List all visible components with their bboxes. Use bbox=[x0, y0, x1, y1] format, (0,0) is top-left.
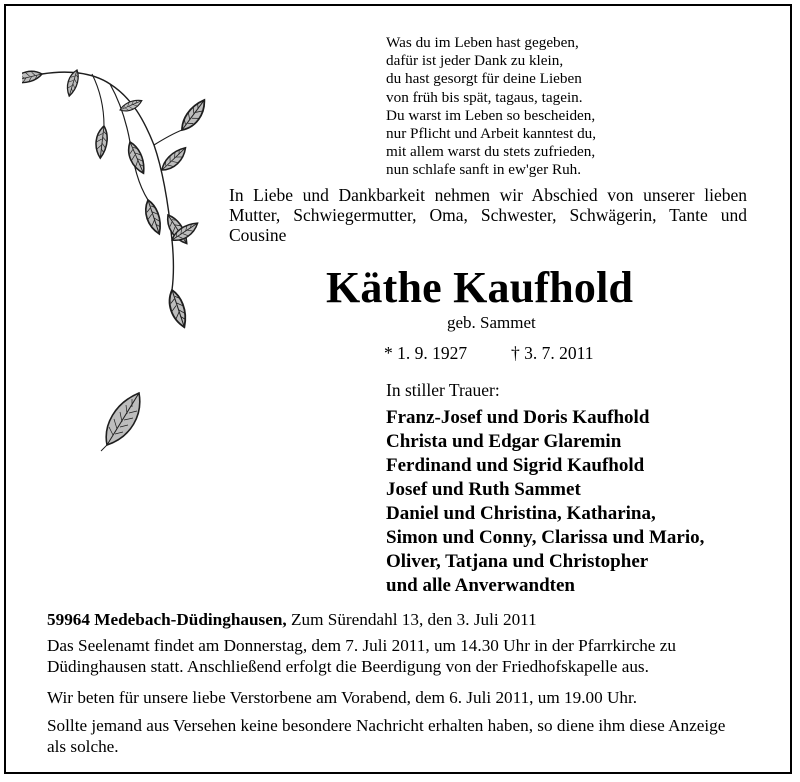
death-date: † 3. 7. 2011 bbox=[511, 343, 594, 363]
poem-line: Was du im Leben hast gegeben, bbox=[386, 34, 579, 51]
poem-line: dafür ist jeder Dank zu klein, bbox=[386, 52, 564, 70]
mourner-line: Oliver, Tatjana und Christopher bbox=[386, 551, 649, 572]
mourner-line: Christa und Edgar Glaremin bbox=[386, 431, 622, 452]
prayer-info: Wir beten für unsere liebe Verstorbene am Vorabend, dem 6. Juli 2011, um 19.00 Uhr. bbox=[47, 688, 638, 707]
maiden-name: geb. Sammet bbox=[447, 313, 536, 332]
mourners-list bbox=[386, 406, 704, 598]
poem-line: mit allem warst du stets zufrieden, bbox=[386, 143, 596, 161]
birch-leaves-icon bbox=[22, 50, 212, 330]
poem-line: Du warst im Leben so bescheiden, bbox=[386, 106, 596, 124]
mourner-line: Josef und Ruth Sammet bbox=[386, 479, 581, 500]
poem-line: nur Pflicht und Arbeit kanntest du, bbox=[386, 125, 597, 143]
address-detail: Zum Sürendahl 13, den 3. Juli 2011 bbox=[286, 610, 537, 629]
poem bbox=[386, 34, 686, 180]
mourner-line: Daniel und Christina, Katharina, bbox=[386, 503, 656, 524]
mourners-label: In stiller Trauer: bbox=[386, 380, 500, 400]
mourner-line: Franz-Josef und Doris Kaufhold bbox=[386, 407, 650, 428]
intro-text: In Liebe und Dankbarkeit nehmen wir Abschied von unserer lieben Mutter, Schwiegermutter, Oma, Schwester, Schwägerin, Tante und Cousine bbox=[229, 185, 747, 245]
deceased-name: Käthe Kaufhold bbox=[326, 263, 634, 312]
mourner-line: Ferdinand und Sigrid Kaufhold bbox=[386, 455, 645, 476]
notice-info: Sollte jemand aus Versehen keine besondere Nachricht erhalten haben, so diene ihm diese Anzeige als solche. bbox=[47, 716, 726, 756]
poem-line: von früh bis spät, tagaus, tagein. bbox=[386, 88, 583, 106]
address-line bbox=[47, 610, 537, 630]
mourner-line: Simon und Conny, Clarissa und Mario, bbox=[386, 527, 705, 548]
mourner-line: und alle Anverwandten bbox=[386, 575, 575, 596]
poem-line: du hast gesorgt für deine Lieben bbox=[386, 70, 582, 88]
service-info: Das Seelenamt findet am Donnerstag, dem 7. Juli 2011, um 14.30 Uhr in der Pfarrkirche zu Düdinghausen statt. Anschließend erfolgt die Beerdigung von der Friedhofskapelle aus. bbox=[47, 636, 676, 676]
falling-leaf-icon bbox=[95, 385, 155, 455]
poem-line: nun schlafe sanft in ew'ger Ruh. bbox=[386, 161, 582, 179]
birth-date: * 1. 9. 1927 bbox=[384, 343, 468, 363]
address-place: 59964 Medebach-Düdinghausen, bbox=[47, 610, 287, 629]
